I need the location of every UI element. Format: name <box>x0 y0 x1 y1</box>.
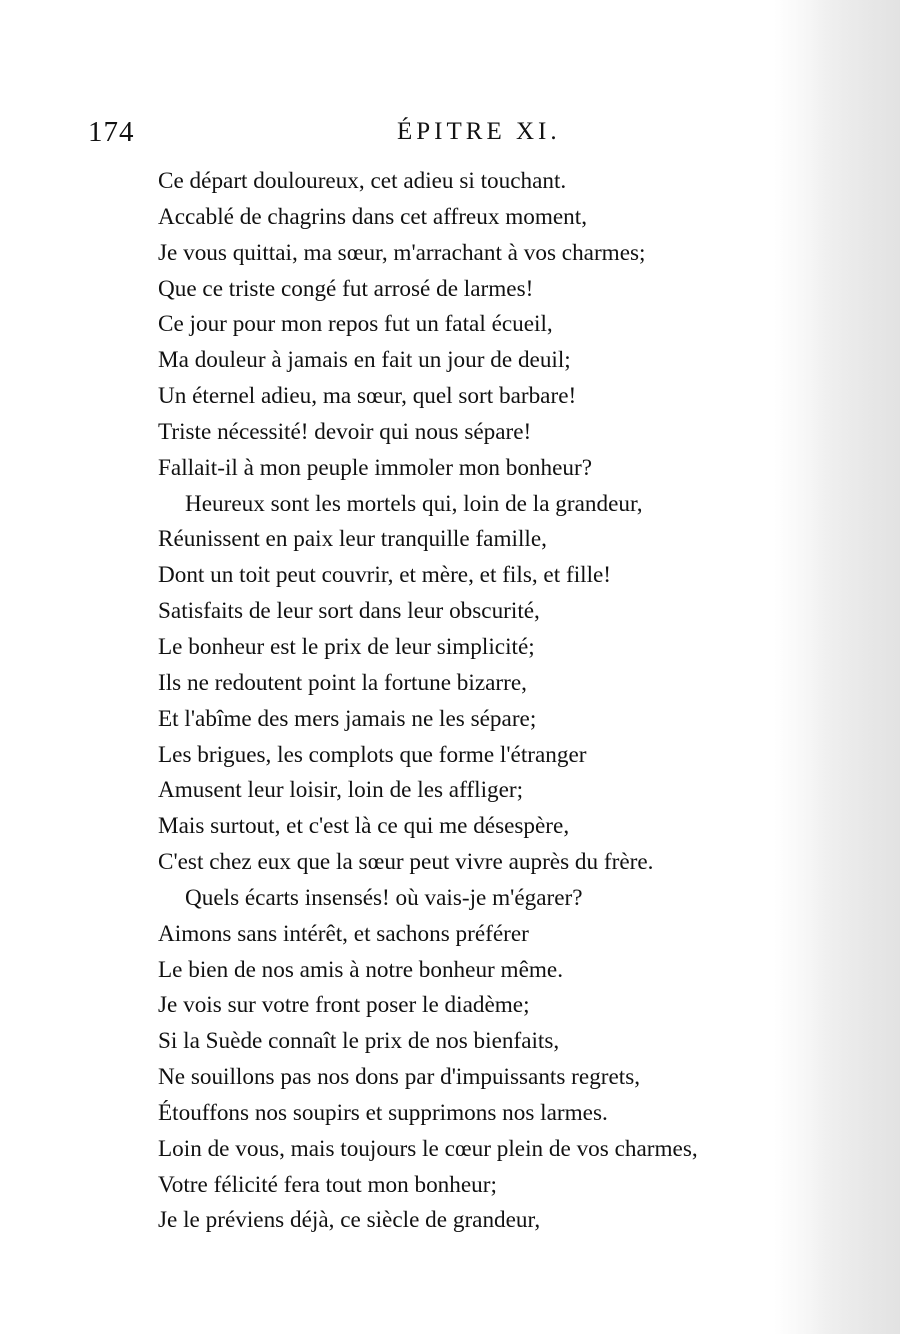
verse-line: Ce jour pour mon repos fut un fatal écueil, <box>158 311 553 338</box>
verse-line: Dont un toit peut couvrir, et mère, et fils, et fille! <box>158 562 612 589</box>
verse-line: Accablé de chagrins dans cet affreux moment, <box>158 203 588 230</box>
verse-line: Un éternel adieu, ma sœur, quel sort barbare! <box>158 383 577 410</box>
page-header <box>0 116 900 156</box>
verse-line: Votre félicité fera tout mon bonheur; <box>158 1171 497 1198</box>
verse-line: Heureux sont les mortels qui, loin de la grandeur, <box>185 490 643 517</box>
verse-line: Loin de vous, mais toujours le cœur plein de vos charmes, <box>158 1135 698 1162</box>
verse-line: Amusent leur loisir, loin de les affliger; <box>158 777 524 804</box>
verse-line: Ils ne redoutent point la fortune bizarre, <box>158 669 527 696</box>
verse-line: Je vous quittai, ma sœur, m'arrachant à vos charmes; <box>158 239 646 266</box>
verse-line: Satisfaits de leur sort dans leur obscurité, <box>158 598 540 625</box>
page-number: 174 <box>88 116 135 148</box>
verse-line: Ne souillons pas nos dons par d'impuissants regrets, <box>158 1064 641 1091</box>
running-title: ÉPITRE XI. <box>397 118 561 145</box>
verse-line: Quels écarts insensés! où vais-je m'égarer? <box>185 884 583 911</box>
verse-line: Le bonheur est le prix de leur simplicité; <box>158 633 535 660</box>
verse-line: Fallait-il à mon peuple immoler mon bonheur? <box>158 454 593 481</box>
verse-line: Et l'abîme des mers jamais ne les sépare; <box>158 705 537 732</box>
verse-line: Les brigues, les complots que forme l'étranger <box>158 741 587 768</box>
verse-line: Réunissent en paix leur tranquille famille, <box>158 526 547 553</box>
verse-line: Triste nécessité! devoir qui nous sépare! <box>158 418 532 445</box>
verse-line: Mais surtout, et c'est là ce qui me désespère, <box>158 813 570 840</box>
verse-line: Ce départ douloureux, cet adieu si touchant. <box>158 168 567 194</box>
verse-line: Je le préviens déjà, ce siècle de grandeur, <box>158 1207 541 1234</box>
verse-line: Aimons sans intérêt, et sachons préférer <box>158 920 529 947</box>
verse-line: Ma douleur à jamais en fait un jour de deuil; <box>158 347 571 374</box>
verse-line: Si la Suède connaît le prix de nos bienfaits, <box>158 1028 560 1055</box>
verse-line: Je vois sur votre front poser le diadème; <box>158 992 530 1019</box>
verse-line: Que ce triste congé fut arrosé de larmes! <box>158 275 534 302</box>
verse-line: C'est chez eux que la sœur peut vivre auprès du frère. <box>158 849 654 876</box>
verse-line: Le bien de nos amis à notre bonheur même. <box>158 956 564 983</box>
poem-text <box>158 164 858 1239</box>
verse-line: Étouffons nos soupirs et supprimons nos larmes. <box>158 1099 608 1126</box>
